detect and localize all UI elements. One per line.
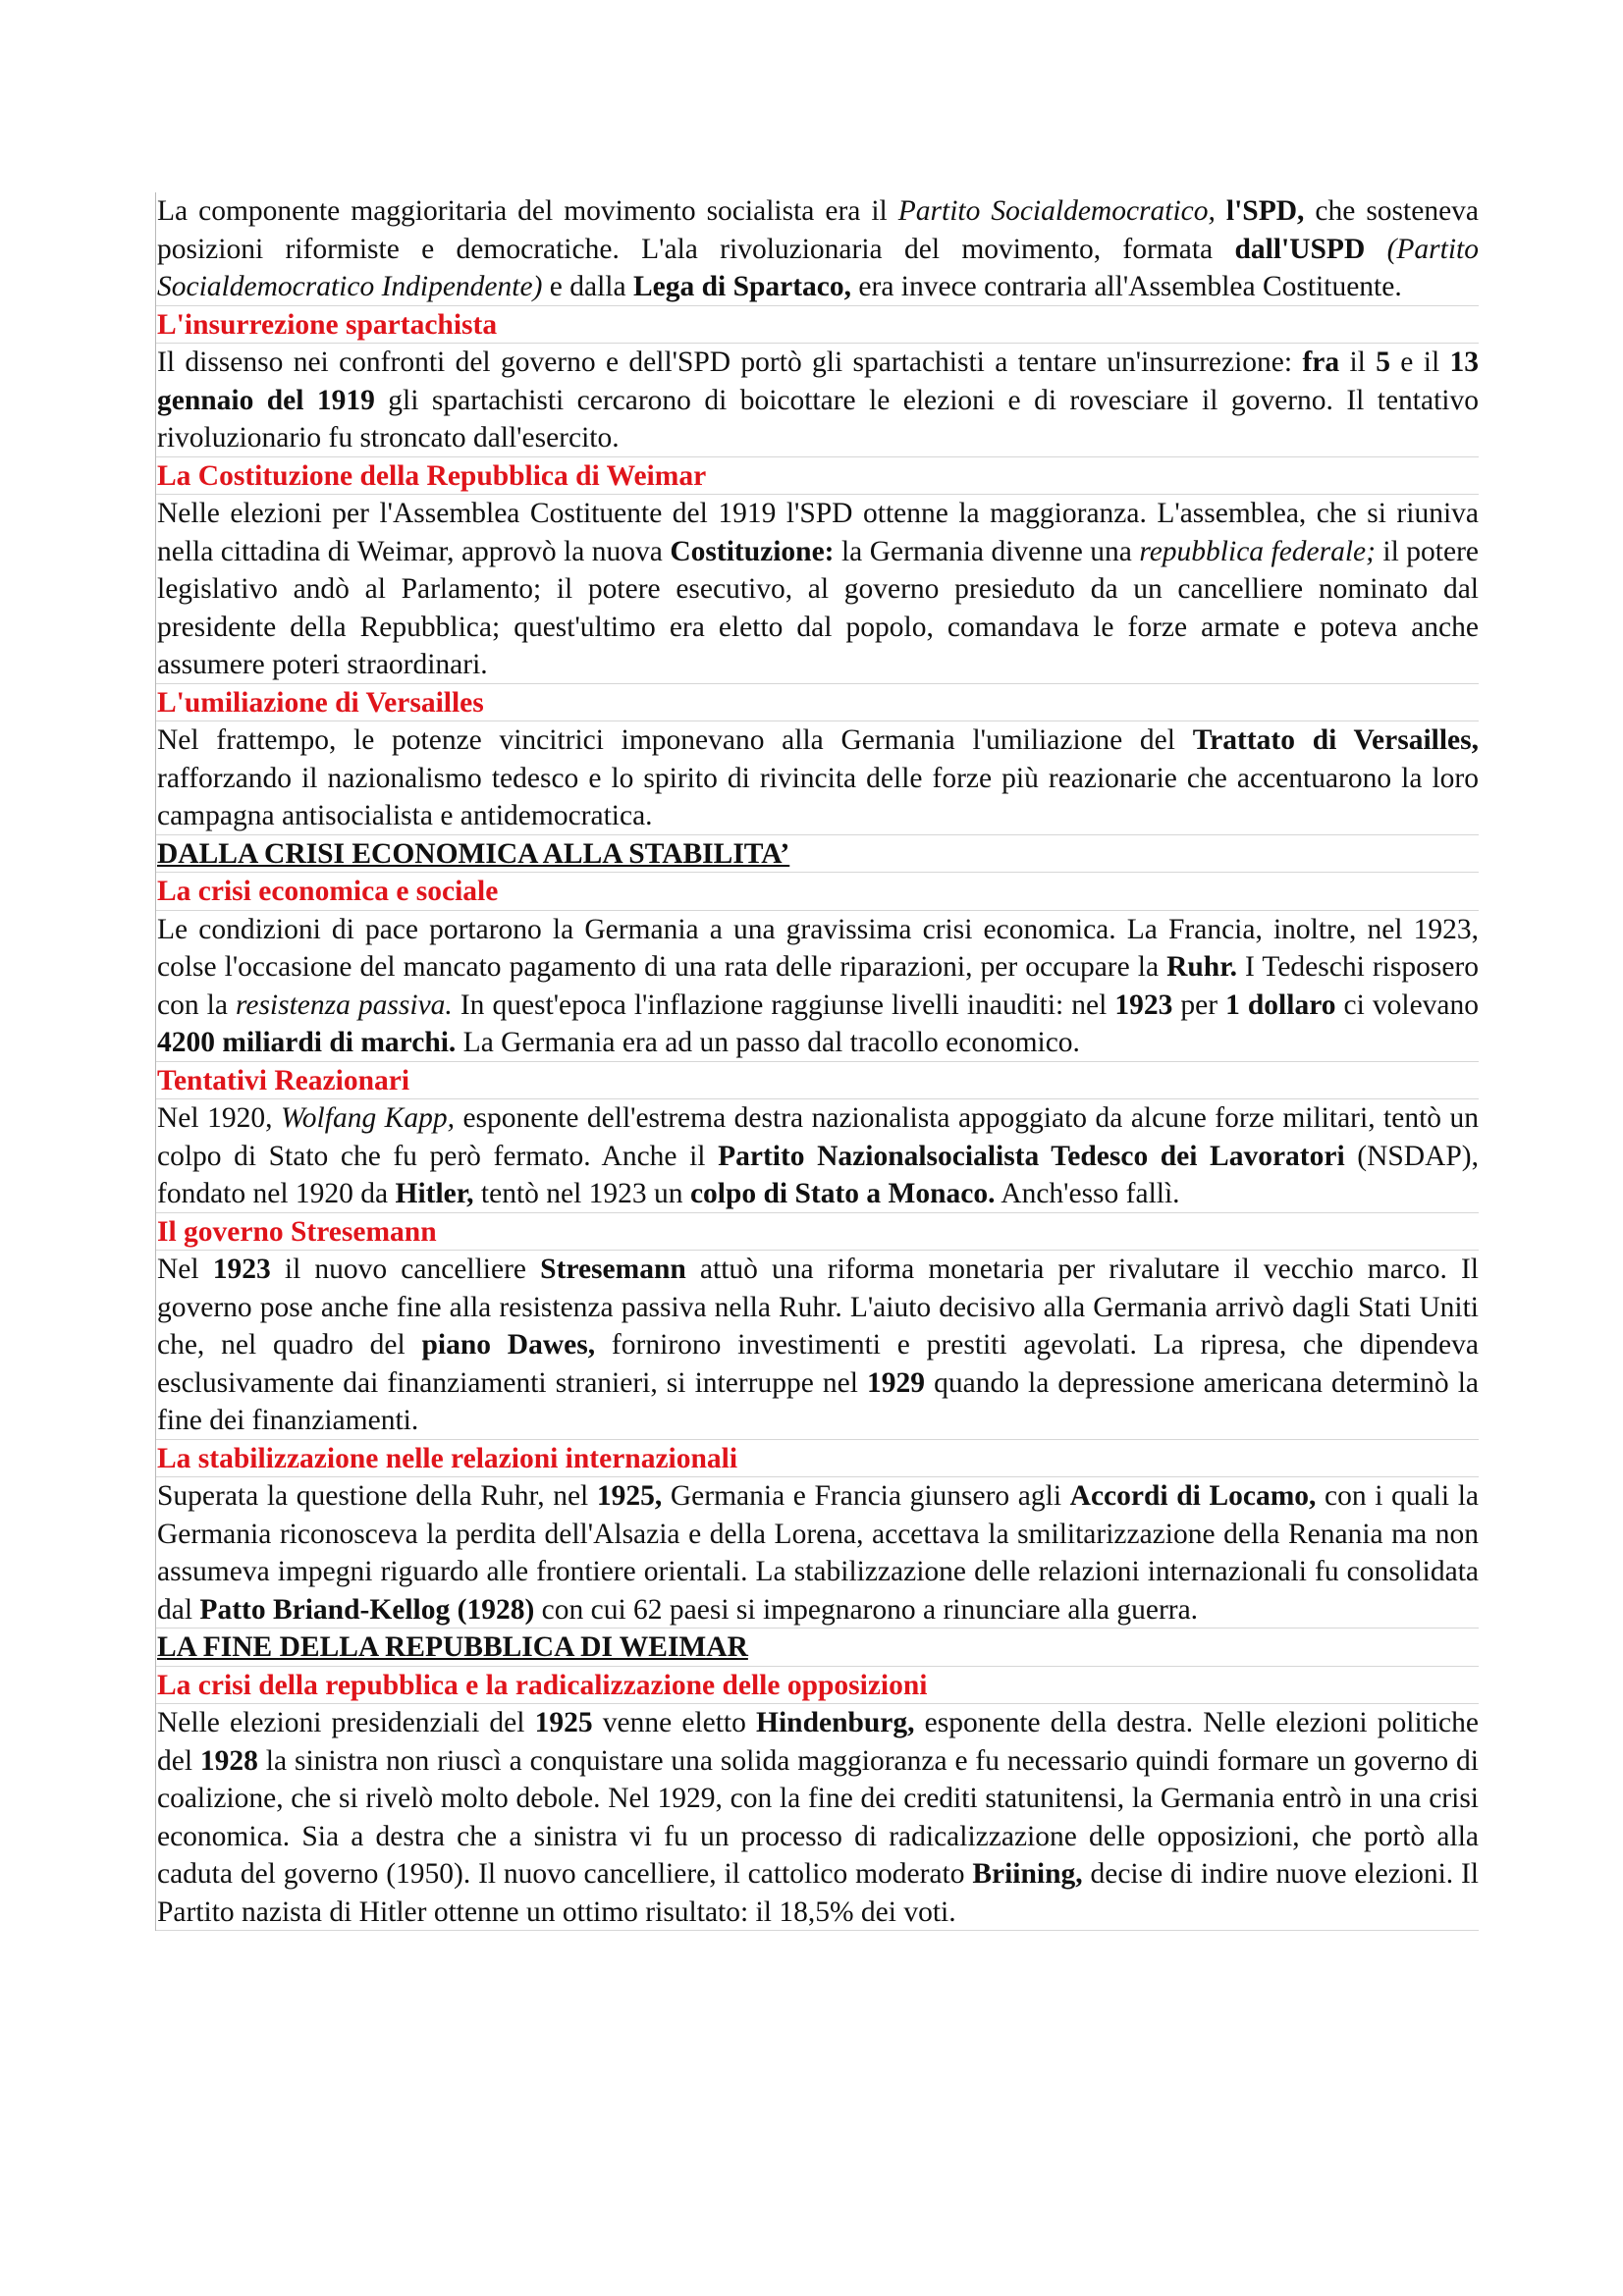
text-run: La componente maggioritaria del movimento socialista era il: [157, 195, 898, 227]
italic-text: resistenza passiva.: [235, 988, 453, 1021]
text-run: con i quali la Germania riconosceva la perdita dell'Alsazia e della Lorena, accettava la smilitarizzazione della Renania ma non assumeva impegni riguardo alle frontiere orientali. La stabilizzazione delle relazioni internazionali fu consolidata dal: [157, 1480, 1479, 1626]
bold-text: Hindenburg,: [756, 1707, 915, 1738]
text-run: per: [1172, 988, 1226, 1021]
bold-text: 1923: [1114, 988, 1173, 1021]
text-run: venne eletto: [592, 1707, 757, 1738]
text-run: il: [1339, 347, 1377, 378]
text-run: La Germania era ad un passo dal tracollo economico.: [456, 1027, 1080, 1058]
text-run: esponente della destra. Nelle elezioni politiche del: [157, 1707, 1479, 1777]
text-run: quando la depressione americana determinò la fine dei finanziamenti.: [157, 1366, 1480, 1436]
text-run: la sinistra non riuscì a conquistare una solida maggioranza e fu necessario quindi formare un governo di coalizione, che si rivelò molto debole. Nel 1929, con la fine dei crediti statunitensi, la Germania entrò in una crisi economica. Sia a destra che a sinistra vi fu un processo di radicalizzazione delle opposizioni, che portò alla caduta del governo (1950). Il nuovo cancelliere, il cattolico moderato: [157, 1744, 1479, 1890]
bold-text: 1929: [867, 1366, 926, 1399]
section-heading: DALLA CRISI ECONOMICA ALLA STABILITA’: [155, 835, 1479, 874]
text-run: la Germania divenne una: [834, 535, 1140, 567]
bold-text: 5: [1376, 347, 1390, 378]
bold-text: 4200 miliardi di marchi.: [157, 1027, 457, 1058]
text-run: ci volevano: [1335, 988, 1480, 1021]
bold-text: Patto Briand-Kellog (1928): [199, 1593, 535, 1626]
text-run: e dalla: [542, 271, 633, 302]
text-run: Nelle elezioni per l'Assemblea Costituente del 1919 l'SPD ottenne la maggioranza. L'assemblea, che si riuniva nella cittadina di Weimar, approvò la nuova: [157, 498, 1479, 567]
bold-text: 1923: [212, 1254, 271, 1285]
paragraph: [155, 911, 1479, 1062]
text-run: Superata la questione della Ruhr, nel: [157, 1480, 597, 1512]
bold-text: Costituzione:: [670, 535, 835, 567]
text-run: Nel: [157, 1254, 213, 1285]
subsection-heading: L'umiliazione di Versailles: [155, 684, 1479, 722]
bold-text: Stresemann: [540, 1254, 686, 1285]
bold-text: 13 gennaio del 1919: [157, 347, 1479, 416]
bold-text: 1 dollaro: [1225, 988, 1336, 1021]
subsection-heading: L'insurrezione spartachista: [155, 306, 1479, 345]
bold-text: 1928: [199, 1744, 258, 1777]
subsection-heading: La Costituzione della Repubblica di Weimar: [155, 457, 1479, 496]
bold-text: 1925: [534, 1707, 593, 1738]
text-run: Anch'esso fallì.: [995, 1178, 1180, 1209]
subsection-heading: Tentativi Reazionari: [155, 1062, 1479, 1100]
text-run: Le condizioni di pace portarono la Germania a una gravissima crisi economica. La Francia, inoltre, nel 1923, colse l'occasione del mancato pagamento di una rata delle riparazioni, per occupare la: [157, 913, 1479, 983]
text-run: Nel 1920,: [157, 1102, 281, 1134]
paragraph: [155, 192, 1479, 306]
subsection-heading: La stabilizzazione nelle relazioni internazionali: [155, 1440, 1479, 1478]
text-run: attuò una riforma monetaria per rivalutare il vecchio marco. Il governo pose anche fine alla resistenza passiva nella Ruhr. L'aiuto decisivo alla Germania arrivò dagli Stati Uniti che, nel quadro del: [157, 1254, 1480, 1361]
italic-text: Partito Socialdemocratico,: [897, 195, 1216, 227]
bold-text: Trattato di Versailles,: [1192, 724, 1480, 756]
paragraph: [155, 1477, 1479, 1629]
text-run: esponente dell'estrema destra nazionalista appoggiato da alcune forze militari, tentò un colpo di Stato che fu però fermato. Anche il: [157, 1102, 1480, 1172]
section-heading: LA FINE DELLA REPUBBLICA DI WEIMAR: [155, 1629, 1479, 1667]
text-run: gli spartachisti cercarono di boicottare le elezioni e di rovesciare il governo. Il tentativo rivoluzionario fu stroncato dall'esercito.: [157, 384, 1479, 454]
italic-text: repubblica federale;: [1139, 535, 1376, 567]
text-run: Nelle elezioni presidenziali del: [157, 1707, 535, 1738]
text-run: era invece contraria all'Assemblea Costituente.: [851, 271, 1402, 302]
text-run: I Tedeschi risposero con la: [157, 951, 1479, 1021]
text-run: [1365, 234, 1386, 265]
text-run: Il dissenso nei confronti del governo e dell'SPD portò gli spartachisti a tentare un'insurrezione:: [157, 347, 1303, 378]
text-run: con cui 62 paesi si impegnarono a rinunciare alla guerra.: [534, 1593, 1199, 1626]
subsection-heading: Il governo Stresemann: [155, 1213, 1479, 1252]
text-run: Nel frattempo, le potenze vincitrici imponevano alla Germania l'umiliazione del: [157, 724, 1193, 756]
bold-text: Partito Nazionalsocialista Tedesco dei Lavoratori: [718, 1140, 1345, 1172]
paragraph: [155, 344, 1479, 457]
bold-text: dall'USPD: [1234, 233, 1366, 265]
text-run: (NSDAP), fondato nel 1920 da: [157, 1140, 1479, 1209]
text-run: rafforzando il nazionalismo tedesco e lo spirito di rivincita delle forze più reazionarie che accentuarono la loro campagna antisocialista e antidemocratica.: [157, 762, 1479, 831]
text-run: e il: [1389, 347, 1450, 378]
text-run: [1216, 195, 1226, 227]
text-run: che sosteneva posizioni riformiste e democratiche. L'ala rivoluzionaria del movimento, formata: [157, 195, 1480, 265]
subsection-heading: La crisi della repubblica e la radicalizzazione delle opposizioni: [155, 1667, 1479, 1705]
text-run: In quest'epoca l'inflazione raggiunse livelli inauditi: nel: [452, 988, 1115, 1021]
text-run: decise di indire nuove elezioni. Il Partito nazista di Hitler ottenne un ottimo risultato: il 18,5% dei voti.: [157, 1858, 1479, 1928]
paragraph: [155, 1251, 1479, 1440]
paragraph: [155, 1099, 1479, 1213]
bold-text: Ruhr.: [1166, 951, 1237, 983]
document-page: [155, 192, 1479, 1931]
text-run: tentò nel 1923 un: [473, 1178, 690, 1209]
italic-text: Wolfang Kapp,: [280, 1102, 455, 1134]
bold-text: Accordi di Locamo,: [1069, 1480, 1317, 1512]
text-run: Germania e Francia giunsero agli: [662, 1480, 1070, 1512]
document-body: [155, 192, 1479, 1931]
subsection-heading: La crisi economica e sociale: [155, 873, 1479, 911]
bold-text: Hitler,: [395, 1178, 474, 1209]
bold-text: piano Dawes,: [421, 1329, 596, 1361]
italic-text: (Partito Socialdemocratico Indipendente): [157, 233, 1479, 302]
bold-text: l'SPD,: [1225, 195, 1305, 227]
paragraph: [155, 721, 1479, 835]
bold-text: fra: [1302, 347, 1340, 378]
text-run: il potere legislativo andò al Parlamento; il potere esecutivo, al governo presieduto da un cancelliere nominato dal presidente della Repubblica; quest'ultimo era eletto dal popolo, comandava le forze armate e poteva anche assumere poteri straordinari.: [157, 535, 1479, 680]
bold-text: 1925,: [596, 1480, 663, 1512]
text-run: il nuovo cancelliere: [270, 1254, 541, 1285]
bold-text: Lega di Spartaco,: [632, 271, 852, 302]
bold-text: colpo di Stato a Monaco.: [689, 1178, 996, 1209]
bold-text: Briining,: [972, 1858, 1083, 1890]
text-run: fornirono investimenti e prestiti agevolati. La ripresa, che dipendeva esclusivamente dai finanziamenti stranieri, si interruppe nel: [157, 1329, 1479, 1399]
paragraph: [155, 495, 1479, 684]
paragraph: [155, 1704, 1479, 1931]
